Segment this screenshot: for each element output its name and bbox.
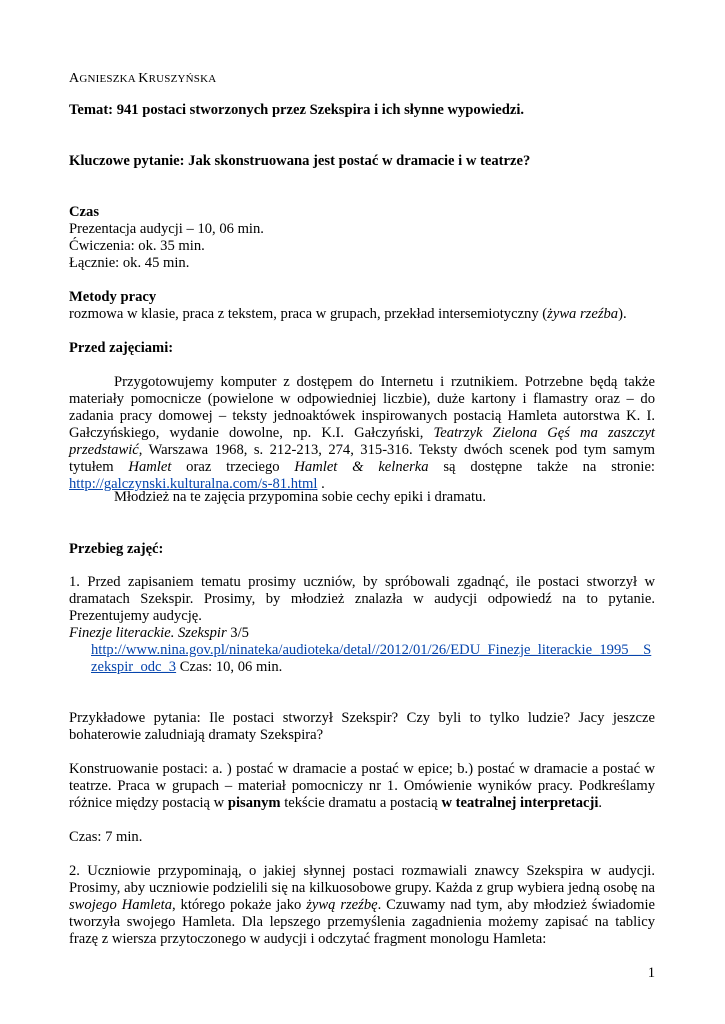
page-number: 1 [647, 965, 655, 981]
before-paragraph-2: Młodzież na te zajęcia przypomina sobie cechy epiki i dramatu. [114, 489, 486, 505]
time-line-presentation: Prezentacja audycji – 10, 06 min. [69, 221, 264, 237]
author-name [69, 70, 655, 88]
methods-section [69, 289, 655, 323]
construction-text-a: Konstruowanie postaci: a. ) postać w dramacie a postać w epice; b.) postać w dramacie a postać w teatrze. Praca w grupach – materiał pomocniczy nr 1. Omówienie wyników pracy. Podkreślamy różnice między postacią w [69, 761, 655, 811]
author-initial-first: A [69, 71, 80, 86]
methods-italic: żywa rzeźba [547, 306, 619, 322]
title-hamlet: Hamlet [128, 459, 172, 475]
author-initial-last: K [138, 71, 149, 86]
before-text-c: oraz trzeciego [171, 459, 295, 475]
course-heading: Przebieg zajęć: [69, 541, 164, 557]
author-last-rest: RUSZYŃSKA [148, 73, 217, 85]
example-questions: Przykładowe pytania: Ile postaci stworzył Szekspir? Czy byli to tylko ludzie? Jacy jeszcze bohaterowie zaludniają dramaty Szekspira? [69, 710, 655, 743]
time-line-total: Łącznie: ok. 45 min. [69, 255, 190, 271]
before-text-a: Przygotowujemy komputer z dostępem do Internetu i rzutnikiem. Potrzebne będą także materiały pomocnicze (powielone w odpowiedniej liczbie), duże kartony i flamastry oraz – do zadania pracy domowej – teksty jednoaktówek inspirowanych postacią Hamleta autorstwa K. I. Gałczyńskiego, wydanie dowolne, np. K.I. Gałczyński, [69, 374, 655, 441]
source-number: 3/5 [226, 625, 249, 641]
source-link-line [69, 642, 655, 676]
methods-heading: Metody pracy [69, 289, 157, 305]
before-text-b: , Warszawa 1968, s. 212-213, 274, 315-316. Teksty dwóch scenek pod tym samym tytułem [69, 442, 655, 475]
before-heading: Przed zajęciami: [69, 340, 174, 356]
step-2-italic-hamlet: swojego Hamleta [69, 897, 172, 913]
galczynski-link[interactable]: http://galczynski.kulturalna.com/s-81.html [69, 476, 318, 492]
before-text-e: . [317, 476, 325, 492]
construction-text-b: tekście dramatu a postacią [280, 795, 442, 811]
step-2-text-b: , którego pokaże jako [172, 897, 307, 913]
step-2-text-a: 2. Uczniowie przypominają, o jakiej słynnej postaci rozmawiali znawcy Szekspira w audycji. Prosimy, aby uczniowie podzielili się na kilkuosobowe grupy. Każda z grup wybiera jedną osobę na [69, 863, 655, 896]
key-question: Kluczowe pytanie: Jak skonstruowana jest postać w dramacie i w teatrze? [69, 153, 531, 169]
ninateka-link[interactable]: http://www.nina.gov.pl/ninateka/audioteka/detal//2012/01/26/EDU_Finezje_literackie_1995__Szekspir_odc_3 [91, 642, 652, 675]
time-section [69, 204, 655, 272]
author-first-rest: GNIESZKA [79, 73, 139, 85]
step-1-paragraph: 1. Przed zapisaniem tematu prosimy uczniów, by spróbowali zgadnąć, ile postaci stworzył w dramatach Szekspir. Prosimy, by młodzież znalazła w audycji odpowiedź na to pytanie. Prezentujemy audycję. [69, 574, 655, 624]
title-hamlet-kelnerka: Hamlet & kelnerka [294, 459, 429, 475]
methods-text [69, 306, 655, 323]
time-heading: Czas [69, 204, 99, 220]
before-paragraph [69, 374, 655, 493]
step-2-text-c: . Czuwamy nad tym, aby młodzież świadomie tworzyła swojego Hamleta. Dla lepszego przemyślenia zagadnienia możemy zapisać na tablicy frazę z wiersza przytoczonego w audycji i odczytać fragment monologu Hamleta: [69, 897, 655, 947]
book-title: Teatrzyk Zielona Gęś ma zaszczyt przedstawić [69, 425, 655, 458]
construction-bold-theatre: w teatralnej interpretacji [441, 795, 599, 811]
construction-text-c: . [598, 795, 603, 811]
topic-heading: Temat: 941 postaci stworzonych przez Szekspira i ich słynne wypowiedzi. [69, 102, 525, 118]
methods-text-a: rozmowa w klasie, praca z tekstem, praca w grupach, przekład intersemiotyczny ( [69, 306, 548, 322]
time-line-exercises: Ćwiczenia: ok. 35 min. [69, 238, 205, 254]
step-2-italic-sculpture: żywą rzeźbę [306, 897, 378, 913]
construction-bold-written: pisanym [227, 795, 281, 811]
source-time: Czas: 10, 06 min. [176, 659, 283, 675]
source-line [69, 625, 655, 642]
methods-text-b: ). [618, 306, 627, 322]
before-text-d: są dostępne także na stronie: [428, 459, 655, 475]
source-title: Finezje literackie. Szekspir [69, 625, 227, 641]
time-7-min: Czas: 7 min. [69, 829, 143, 845]
construction-paragraph [69, 761, 655, 812]
step-2-paragraph [69, 863, 655, 948]
